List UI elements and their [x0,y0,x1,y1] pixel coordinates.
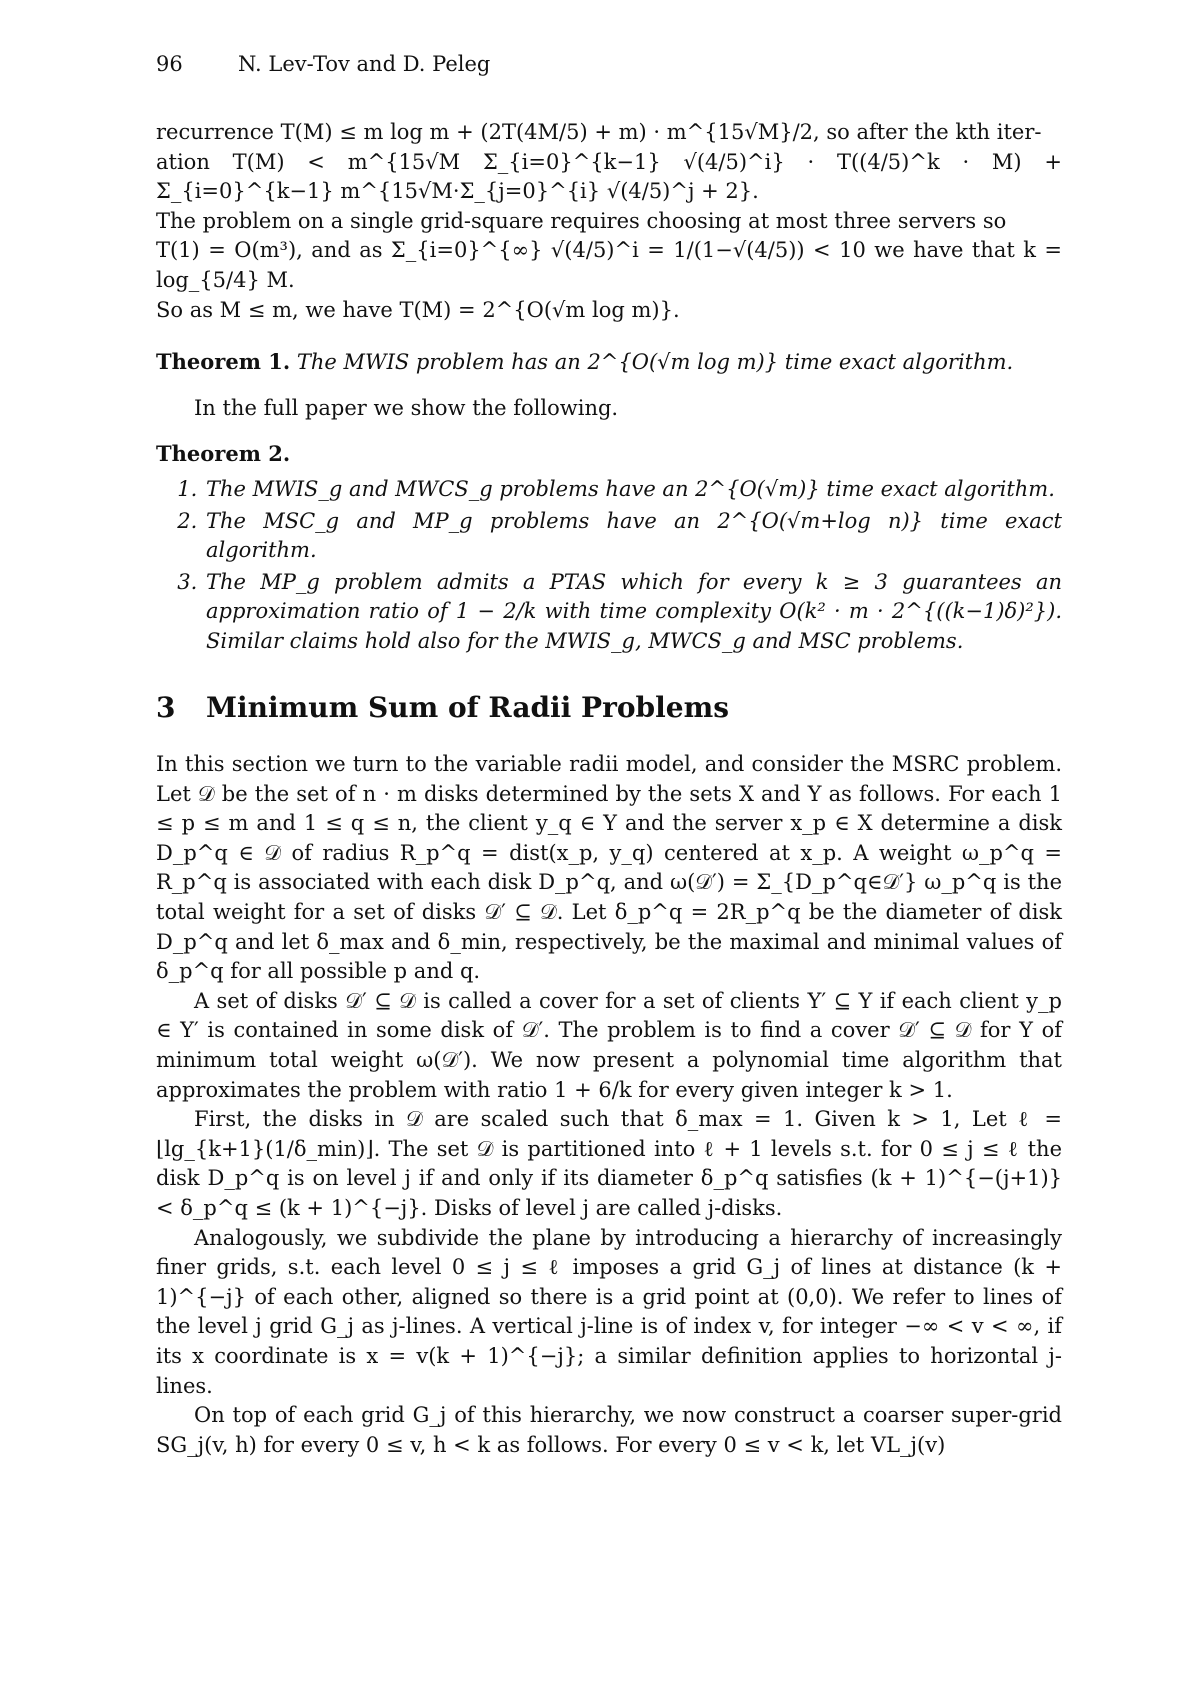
theorem-1-label: Theorem 1. [156,349,291,375]
theorem-1-text: The MWIS problem has an 2^{O(√m log m)} time exact algorithm. [296,350,1014,375]
page-number: 96 [156,52,183,76]
recurrence-line-4: T(1) = O(m³), and as Σ_{i=0}^{∞} √(4/5)^i = 1/(1−√(4/5)) < 10 we have that k = log_{5/4} M. [156,238,1062,292]
page-body [156,118,1062,1460]
section-paragraph: On top of each grid G_j of this hierarchy, we now construct a coarser super-grid SG_j(v, h) for every 0 ≤ v, h < k as follows. For every 0 ≤ v < k, let VL_j(v) [156,1403,1062,1457]
section-paragraph: A set of disks 𝒟′ ⊆ 𝒟 is called a cover for a set of clients Y′ ⊆ Y if each client y_p ∈ Y′ is contained in some disk of 𝒟′. The problem is to find a cover 𝒟′ ⊆ 𝒟 for Y of minimum total weight ω(𝒟′). We now present a polynomial time algorithm that approximates the problem with ratio 1 + 6/k for every given integer k > 1. [156,988,1062,1102]
recurrence-line-2: ation T(M) < m^{15√M Σ_{i=0}^{k−1} √(4/5)^i} · T((4/5)^k · M) + Σ_{i=0}^{k−1} m^{15√M·Σ_{j=0}^{i} √(4/5)^j + 2}. [156,149,1062,204]
section-paragraph: Analogously, we subdivide the plane by introducing a hierarchy of increasingly finer grids, s.t. each level 0 ≤ j ≤ ℓ imposes a grid G_j of lines at distance (k + 1)^{−j} of each other, aligned so there is a grid point at (0,0). We refer to lines of the level j grid G_j as j-lines. A vertical j-line is of index v, for integer −∞ < v < ∞, if its x coordinate is x = v(k + 1)^{−j}; a similar definition applies to horizontal j-lines. [156,1225,1062,1398]
section-paragraph: First, the disks in 𝒟 are scaled such that δ_max = 1. Given k > 1, Let ℓ = ⌊lg_{k+1}(1/δ_min)⌋. The set 𝒟 is partitioned into ℓ + 1 levels s.t. for 0 ≤ j ≤ ℓ the disk D_p^q is on level j if and only if its diameter δ_p^q satisfies (k + 1)^{−(j+1)} < δ_p^q ≤ (k + 1)^{−j}. Disks of level j are called j-disks. [156,1107,1062,1220]
section-heading [156,690,1062,724]
theorem-1 [156,347,1062,378]
full-paper-sentence: In the full paper we show the following. [194,395,619,420]
running-authors: N. Lev-Tov and D. Peleg [238,52,491,76]
recurrence-paragraph [156,118,1062,325]
section-number: 3 [156,690,176,724]
theorem-2-list [156,475,1062,657]
recurrence-line-3: The problem on a single grid-square requires choosing at most three servers so [156,208,1007,233]
recurrence-line-1: recurrence T(M) ≤ m log m + (2T(4M/5) + m) · m^{15√M}/2, so after the kth iter- [156,120,1042,144]
theorem-2-item: 2. The MSC_g and MP_g problems have an 2^{O(√m+log n)} time exact algorithm. [204,507,1062,566]
section-paragraph: In this section we turn to the variable radii model, and consider the MSRC problem. Let 𝒟 be the set of n · m disks determined by the sets X and Y as follows. For each 1 ≤ p ≤ m and 1 ≤ q ≤ n, the client y_q ∈ Y and the server x_p ∈ X determine a disk D_p^q ∈ 𝒟 of radius R_p^q = dist(x_p, y_q) centered at x_p. A weight ω_p^q = R_p^q is associated with each disk D_p^q, and ω(𝒟′) = Σ_{D_p^q∈𝒟′} ω_p^q is the total weight for a set of disks 𝒟′ ⊆ 𝒟. Let δ_p^q = 2R_p^q be the diameter of disk D_p^q and let δ_max and δ_min, respectively, be the maximal and minimal values of δ_p^q for all possible p and q. [156,752,1062,984]
section-title: Minimum Sum of Radii Problems [206,690,729,724]
running-header [156,52,490,76]
theorem-2-item: 3. The MP_g problem admits a PTAS which for every k ≥ 3 guarantees an approximation ratio of 1 − 2/k with time complexity O(k² · m · 2^{((k−1)δ)²}). Similar claims hold also for the MWIS_g, MWCS_g and MSC problems. [204,568,1062,657]
theorem-2-label: Theorem 2. [156,441,291,467]
recurrence-line-5: So as M ≤ m, we have T(M) = 2^{O(√m log m)}. [156,297,680,322]
theorem-2-item: 1. The MWIS_g and MWCS_g problems have an 2^{O(√m)} time exact algorithm. [204,475,1062,505]
